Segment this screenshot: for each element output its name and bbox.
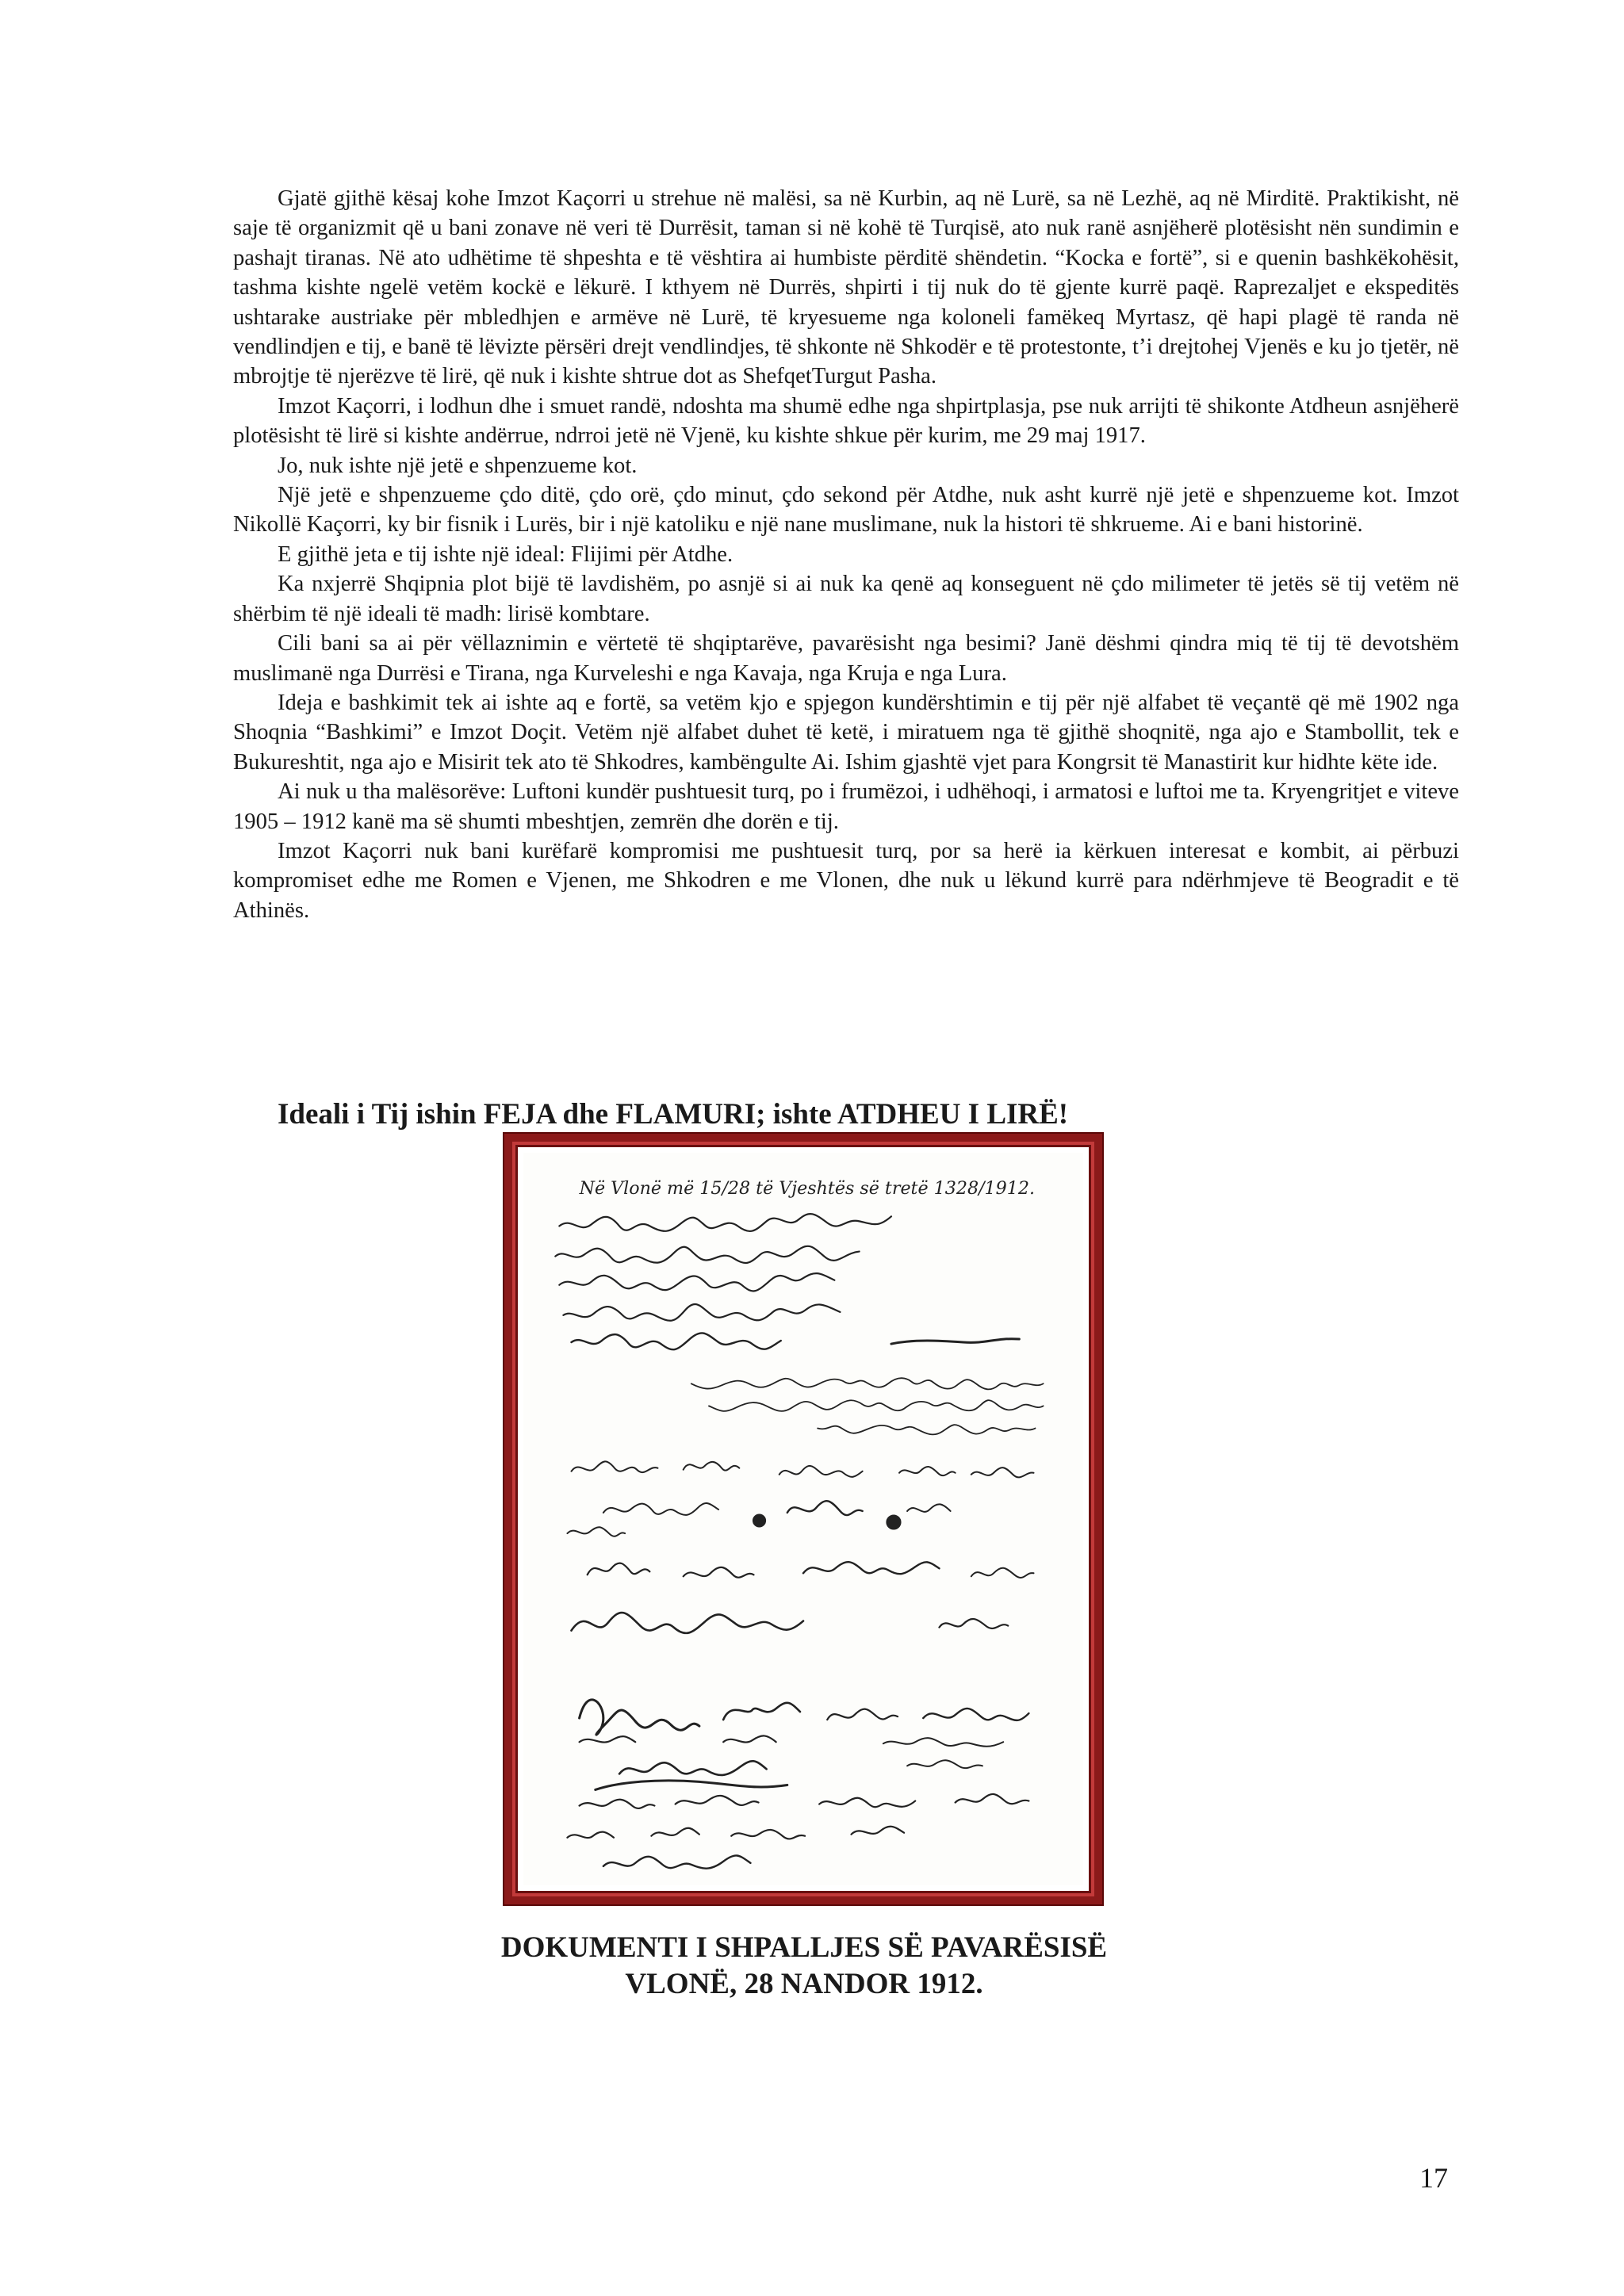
body-text (233, 184, 1459, 925)
opening-line: Në Vlonë më 15/28 të Vjeshtës së tretë 1328/1912. (579, 1178, 1036, 1200)
paragraph-9: Ai nuk u tha malësorëve: Luftoni kundër pushtuesit turq, po i frumëzoi, i udhëhoqi, i armatosi e luftoi me ta. Kryengritjet e viteve 1905 – 1912 kanë ma së shumti mbeshtjen, zemrën dhe dorën e tij. (233, 779, 1459, 834)
page-number: 17 (1419, 2162, 1448, 2194)
independence-document-image (504, 1134, 1102, 1904)
paragraph-7: Cili bani sa ai për vëllaznimin e vërtetë të shqiptarëve, pavarësisht nga besimi? Janë dëshmi qindra miq të tij të devotshëm muslimanë nga Durrësi e Tirana, nga Kurveleshi e nga Kavaja, nga Kruja e nga Lura. (233, 631, 1459, 686)
paragraph-8: Ideja e bashkimit tek ai ishte aq e fortë, sa vetëm kjo e spjegon kundërshtimin e tij për një alfabet të veçantë që më 1902 nga Shoqnia “Bashkimi” e Imzot Doçit. Vetëm një alfabet duhet të ketë, i miratuem nga të gjithë shoqnitë, nga ajo e Stambollit, tek e Bukureshtit, nga ajo e Misirit tek ato të Shkodres, kambëngulte Ai. Ishim gjashtë vjet para Kongrsit të Manastirit kur hidhte këte ide. (233, 690, 1459, 775)
caption-line-2: VLONË, 28 NANDOR 1912. (625, 1968, 983, 2000)
paragraph-10: Imzot Kaçorri nuk bani kurëfarë kompromisi me pushtuesit turq, por sa herë ia kërkuen interesat e kombit, ai përbuzi kompromiset edhe me Romen e Vjenen, me Shkodren e me Vlonen, dhe nuk u lëkund kurrë para ndërhmjeve të Beogradit e të Athinës. (233, 838, 1459, 923)
caption-line-1: DOKUMENTI I SHPALLJES SË PAVARËSISË (500, 1931, 1108, 1964)
paragraph-3: Jo, nuk ishte një jetë e shpenzueme kot. (278, 453, 638, 478)
paragraph-4: Një jetë e shpenzueme çdo ditë, çdo orë, çdo minut, çdo sekond për Atdhe, nuk asht kurrë një jetë e shpenzueme kot. Imzot Nikollë Kaçorri, ky bir fisnik i Lurës, bir i një katoliku e një nane muslimane, nuk la histori të shkrueme. Ai e bani historinë. (233, 483, 1459, 538)
paragraph-1: Gjatë gjithë kësaj kohe Imzot Kaçorri u strehue në malësi, sa në Kurbin, aq në Lurë, sa në Lezhë, aq në Mirditë. Praktikisht, në saje të organizmit që u bani zonave në veri të Durrësit, taman si në kohë të Turqisë, ato nuk ranë asnjëherë plotësisht nën sundimin e pashajt tiranas. Në ato udhëtime të shpeshta e të vështira ai humbiste përditë shëndetin. “Kocka e fortë”, si e quenin bashkëkohësit, tashma kishte ngelë vetëm kockë e lëkurë. I kthyem në Durrës, shpirti i tij nuk do të gjente kurrë paqë. Raprezaljet e ekspeditës ushtarake austriake për mbledhjen e armëve në Lurë, të kryesueme nga koloneli famëkeq Myrtasz, që hapi plagë të randa në vendlindjen e tij, e banë të lëvizte përsëri drejt vendlindjes, të shkonte në Shkodër e të protestonte, t’i drejtohej Vjenës e ku jo tjetër, në mbrojtje të njerëzve të lirë, që nuk i kishte shtrue dot as ShefqetTurgut Pasha. (233, 186, 1459, 389)
paragraph-2: Imzot Kaçorri, i lodhun dhe i smuet randë, ndoshta ma shumë edhe nga shpirtplasja, pse nuk arrijti të shikonte Atdheun asnjëherë plotësisht të lirë si kishte andërrue, ndrroi jetë në Vjenë, ku kishte shkue për kurim, me 29 maj 1917. (233, 393, 1459, 449)
handwritten-document (523, 1153, 1083, 1885)
ideal-heading: Ideali i Tij ishin FEJA dhe FLAMURI; ishte ATDHEU I LIRË! (278, 1098, 1069, 1131)
paragraph-5: E gjithë jeta e tij ishte një ideal: Flijimi për Atdhe. (278, 541, 733, 567)
paragraph-6: Ka nxjerrë Shqipnia plot bijë të lavdishëm, po asnjë si ai nuk ka qenë aq konseguent në çdo milimeter të jetës së tij vetëm në shërbim të një ideali të madh: lirisë kombtare. (233, 572, 1459, 626)
handwriting-illustration (523, 1153, 1083, 1885)
